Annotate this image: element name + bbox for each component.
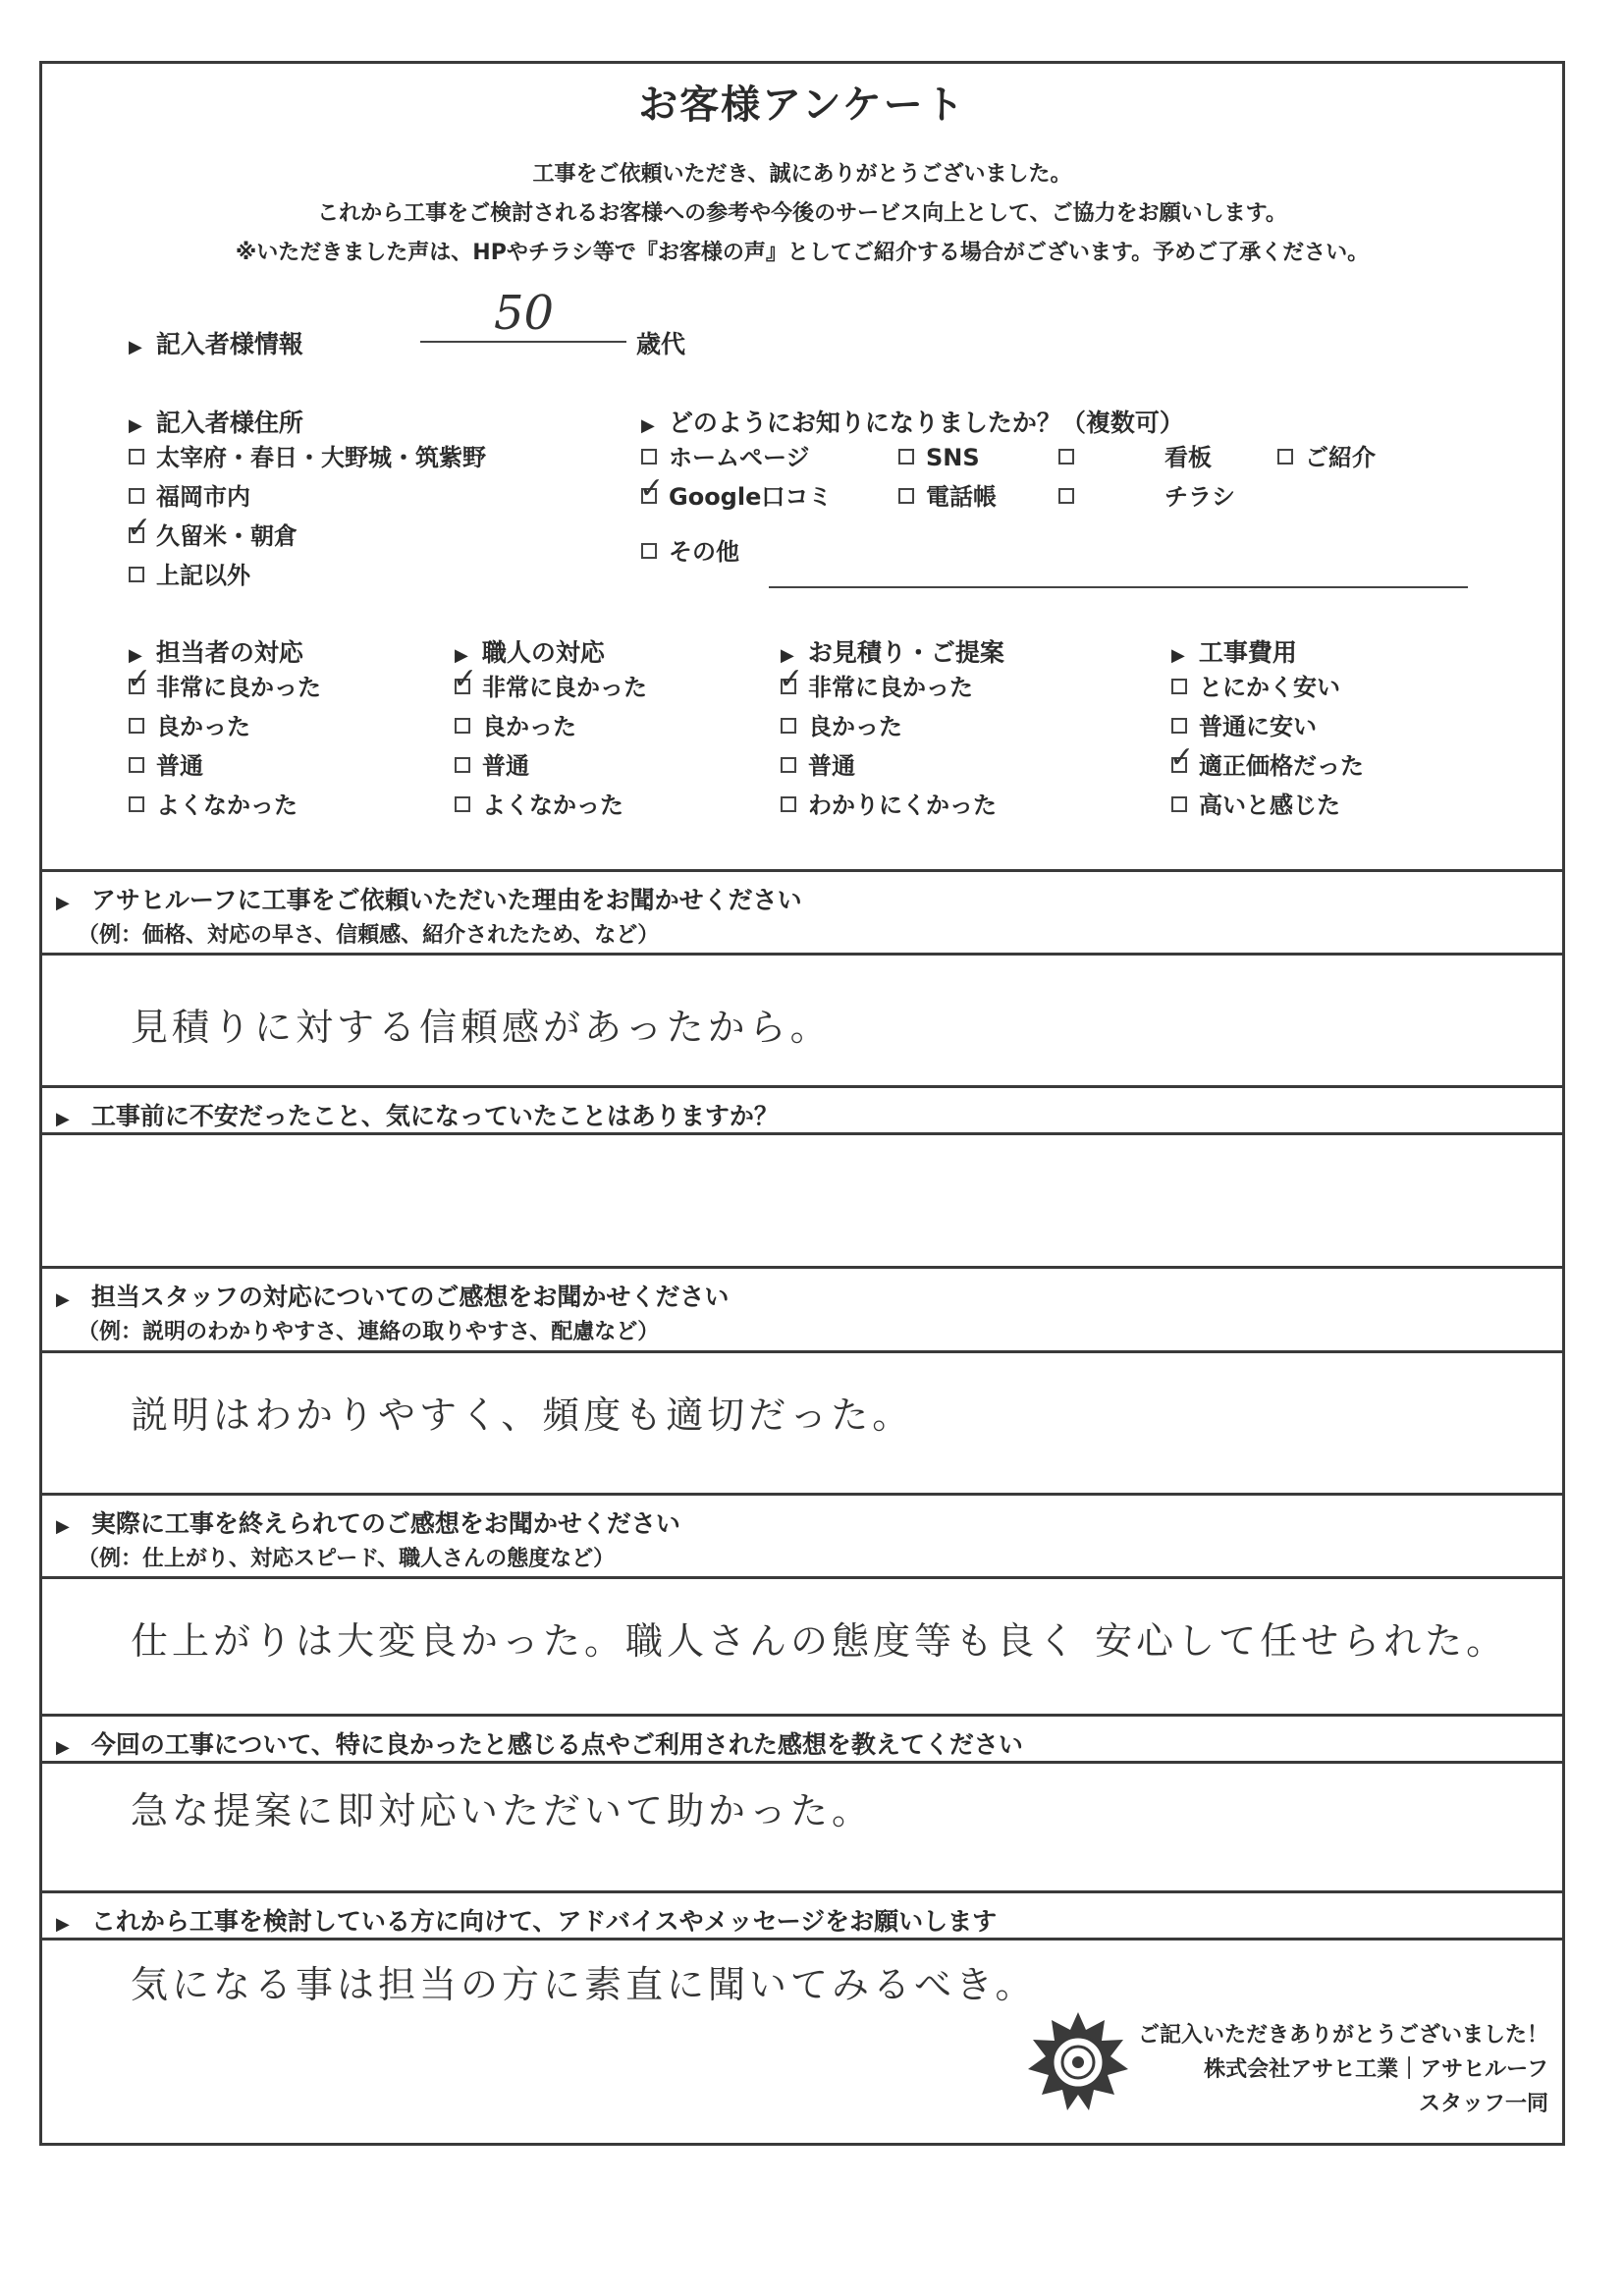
source-option[interactable]: ✓ Google口コミ xyxy=(639,471,833,511)
source-option[interactable]: SNS xyxy=(898,443,980,472)
divider xyxy=(42,1132,1562,1135)
check-mark-icon: ✓ xyxy=(779,662,804,696)
footer-staff: スタッフ一同 xyxy=(1418,2092,1548,2116)
divider xyxy=(42,1761,1562,1764)
age-underline xyxy=(420,341,626,343)
source-option[interactable]: その他 xyxy=(641,537,739,567)
form-title: お客様アンケート xyxy=(638,82,966,128)
check-mark-icon: ✓ xyxy=(1169,740,1195,775)
rating-option[interactable]: 良かった xyxy=(455,712,576,741)
checkbox[interactable] xyxy=(455,796,470,812)
rating-option[interactable]: 普通 xyxy=(781,751,855,781)
checkbox[interactable] xyxy=(129,449,144,465)
rating-option[interactable]: 良かった xyxy=(129,712,250,741)
checkbox[interactable] xyxy=(1169,740,1195,775)
question-4-example: （例：仕上がり、対応スピード、職人さんの態度など） xyxy=(78,1547,616,1571)
rating-option[interactable]: よくなかった xyxy=(455,791,623,820)
checkbox[interactable] xyxy=(641,449,657,465)
checkbox[interactable] xyxy=(129,757,144,773)
question-2: ▶ 工事前に不安だったこと、気になっていたことはありますか？ xyxy=(56,1102,779,1130)
rating-label: ▶ 工事費用 xyxy=(1171,638,1297,667)
checkbox[interactable] xyxy=(898,488,914,504)
checkbox[interactable] xyxy=(1171,796,1187,812)
checkbox[interactable] xyxy=(641,543,657,559)
rating-label: ▶ お見積り・ご提案 xyxy=(781,638,1004,667)
address-option[interactable]: 太宰府・春日・大野城・筑紫野 xyxy=(129,443,486,472)
intro-line-1: 工事をご依頼いただき、誠にありがとうございました。 xyxy=(532,162,1072,187)
rating-option[interactable]: 普通 xyxy=(455,751,529,781)
answer-4[interactable]: 仕上がりは大変良かった。職人さんの態度等も良く 安心して任せられた。 xyxy=(131,1619,1508,1663)
checkbox[interactable] xyxy=(129,567,144,582)
footer-thanks: ご記入いただきありがとうございました！ xyxy=(1137,2023,1548,2048)
rating-option[interactable]: ✓ 非常に良かった xyxy=(453,662,647,701)
checkbox[interactable] xyxy=(779,662,804,696)
answer-5[interactable]: 急な提案に即対応いただいて助かった。 xyxy=(131,1789,874,1832)
source-option[interactable]: ホームページ xyxy=(641,443,810,472)
check-mark-icon: ✓ xyxy=(127,662,152,696)
checkbox[interactable] xyxy=(127,662,152,696)
answer-3[interactable]: 説明はわかりやすく、頻度も適切だった。 xyxy=(131,1394,914,1437)
rating-option[interactable]: わかりにくかった xyxy=(781,791,997,820)
source-label: ▶ どのようにお知りになりましたか？（複数可） xyxy=(641,409,1184,437)
divider xyxy=(42,869,1562,872)
divider xyxy=(42,1938,1562,1941)
rating-label: ▶ 担当者の対応 xyxy=(129,638,303,667)
question-3-example: （例：説明のわかりやすさ、連絡の取りやすさ、配慮など） xyxy=(78,1320,660,1344)
rating-option[interactable]: よくなかった xyxy=(129,791,298,820)
check-mark-icon: ✓ xyxy=(127,511,152,545)
checkbox[interactable] xyxy=(455,757,470,773)
divider xyxy=(42,953,1562,956)
rating-option[interactable]: ✓ 非常に良かった xyxy=(779,662,973,701)
checkbox[interactable] xyxy=(129,718,144,734)
address-option[interactable]: 福岡市内 xyxy=(129,482,250,512)
info-label: ▶ 記入者様情報 xyxy=(129,330,303,358)
question-1-example: （例：価格、対応の早さ、信頼感、紹介されたため、など） xyxy=(78,923,660,948)
divider xyxy=(42,1085,1562,1088)
source-option[interactable]: ご紹介 xyxy=(1277,443,1376,472)
divider xyxy=(42,1493,1562,1496)
divider xyxy=(42,1576,1562,1579)
intro-line-3: ※いただきました声は、HPやチラシ等で『お客様の声』としてご紹介する場合がございます。予めご了承ください。 xyxy=(235,241,1370,265)
checkbox[interactable] xyxy=(455,718,470,734)
address-label: ▶ 記入者様住所 xyxy=(129,409,303,437)
divider xyxy=(42,1266,1562,1269)
source-option[interactable]: チラシ xyxy=(1058,482,1235,512)
rating-option[interactable]: 普通に安い xyxy=(1171,712,1317,741)
rating-option[interactable]: 普通 xyxy=(129,751,203,781)
checkbox[interactable] xyxy=(781,796,796,812)
rating-option[interactable]: 良かった xyxy=(781,712,902,741)
rating-option[interactable]: ✓ 適正価格だった xyxy=(1169,740,1364,780)
divider xyxy=(42,1350,1562,1353)
rating-option[interactable]: ✓ 非常に良かった xyxy=(127,662,321,701)
age-suffix: 歳代 xyxy=(636,330,686,358)
company-logo-icon xyxy=(1024,2008,1132,2116)
question-1: ▶ アサヒルーフに工事をご依頼いただいた理由をお聞かせください xyxy=(56,886,802,914)
other-underline xyxy=(769,586,1468,588)
rating-label: ▶ 職人の対応 xyxy=(455,638,605,667)
address-option[interactable]: 上記以外 xyxy=(129,561,250,590)
question-6: ▶ これから工事を検討している方に向けて、アドバイスやメッセージをお願いします xyxy=(56,1907,998,1936)
checkbox[interactable] xyxy=(453,662,478,696)
divider xyxy=(42,1714,1562,1717)
checkbox[interactable] xyxy=(127,511,152,545)
question-3: ▶ 担当スタッフの対応についてのご感想をお聞かせください xyxy=(56,1283,730,1311)
rating-option[interactable]: とにかく安い xyxy=(1171,673,1340,702)
check-mark-icon: ✓ xyxy=(453,662,478,696)
survey-form xyxy=(39,61,1565,2146)
question-4: ▶ 実際に工事を終えられてのご感想をお聞かせください xyxy=(56,1509,680,1538)
age-value[interactable]: 50 xyxy=(494,286,555,341)
intro-line-2: これから工事をご検討されるお客様への参考や今後のサービス向上として、ご協力をお願いします。 xyxy=(317,201,1287,226)
answer-6[interactable]: 気になる事は担当の方に素直に聞いてみるべき。 xyxy=(131,1963,1037,2006)
question-5: ▶ 今回の工事について、特に良かったと感じる点やご利用された感想を教えてください xyxy=(56,1730,1023,1759)
checkbox[interactable] xyxy=(1058,488,1074,504)
source-option[interactable]: 電話帳 xyxy=(898,482,997,512)
footer-company: 株式会社アサヒ工業｜アサヒルーフ xyxy=(1204,2057,1548,2082)
checkbox[interactable] xyxy=(1171,679,1187,694)
checkbox[interactable] xyxy=(129,488,144,504)
answer-1[interactable]: 見積りに対する信頼感があったから。 xyxy=(131,1006,832,1049)
address-option[interactable]: ✓ 久留米・朝倉 xyxy=(127,511,298,550)
checkbox[interactable] xyxy=(1277,449,1293,465)
checkbox[interactable] xyxy=(1171,718,1187,734)
checkbox[interactable] xyxy=(898,449,914,465)
divider xyxy=(42,1890,1562,1893)
source-option[interactable]: 看板 xyxy=(1058,443,1212,472)
checkbox[interactable] xyxy=(639,471,665,506)
checkbox[interactable] xyxy=(1058,449,1074,465)
checkbox[interactable] xyxy=(129,796,144,812)
checkbox[interactable] xyxy=(781,718,796,734)
checkbox[interactable] xyxy=(781,757,796,773)
rating-option[interactable]: 高いと感じた xyxy=(1171,791,1340,820)
check-mark-icon: ✓ xyxy=(639,471,665,506)
